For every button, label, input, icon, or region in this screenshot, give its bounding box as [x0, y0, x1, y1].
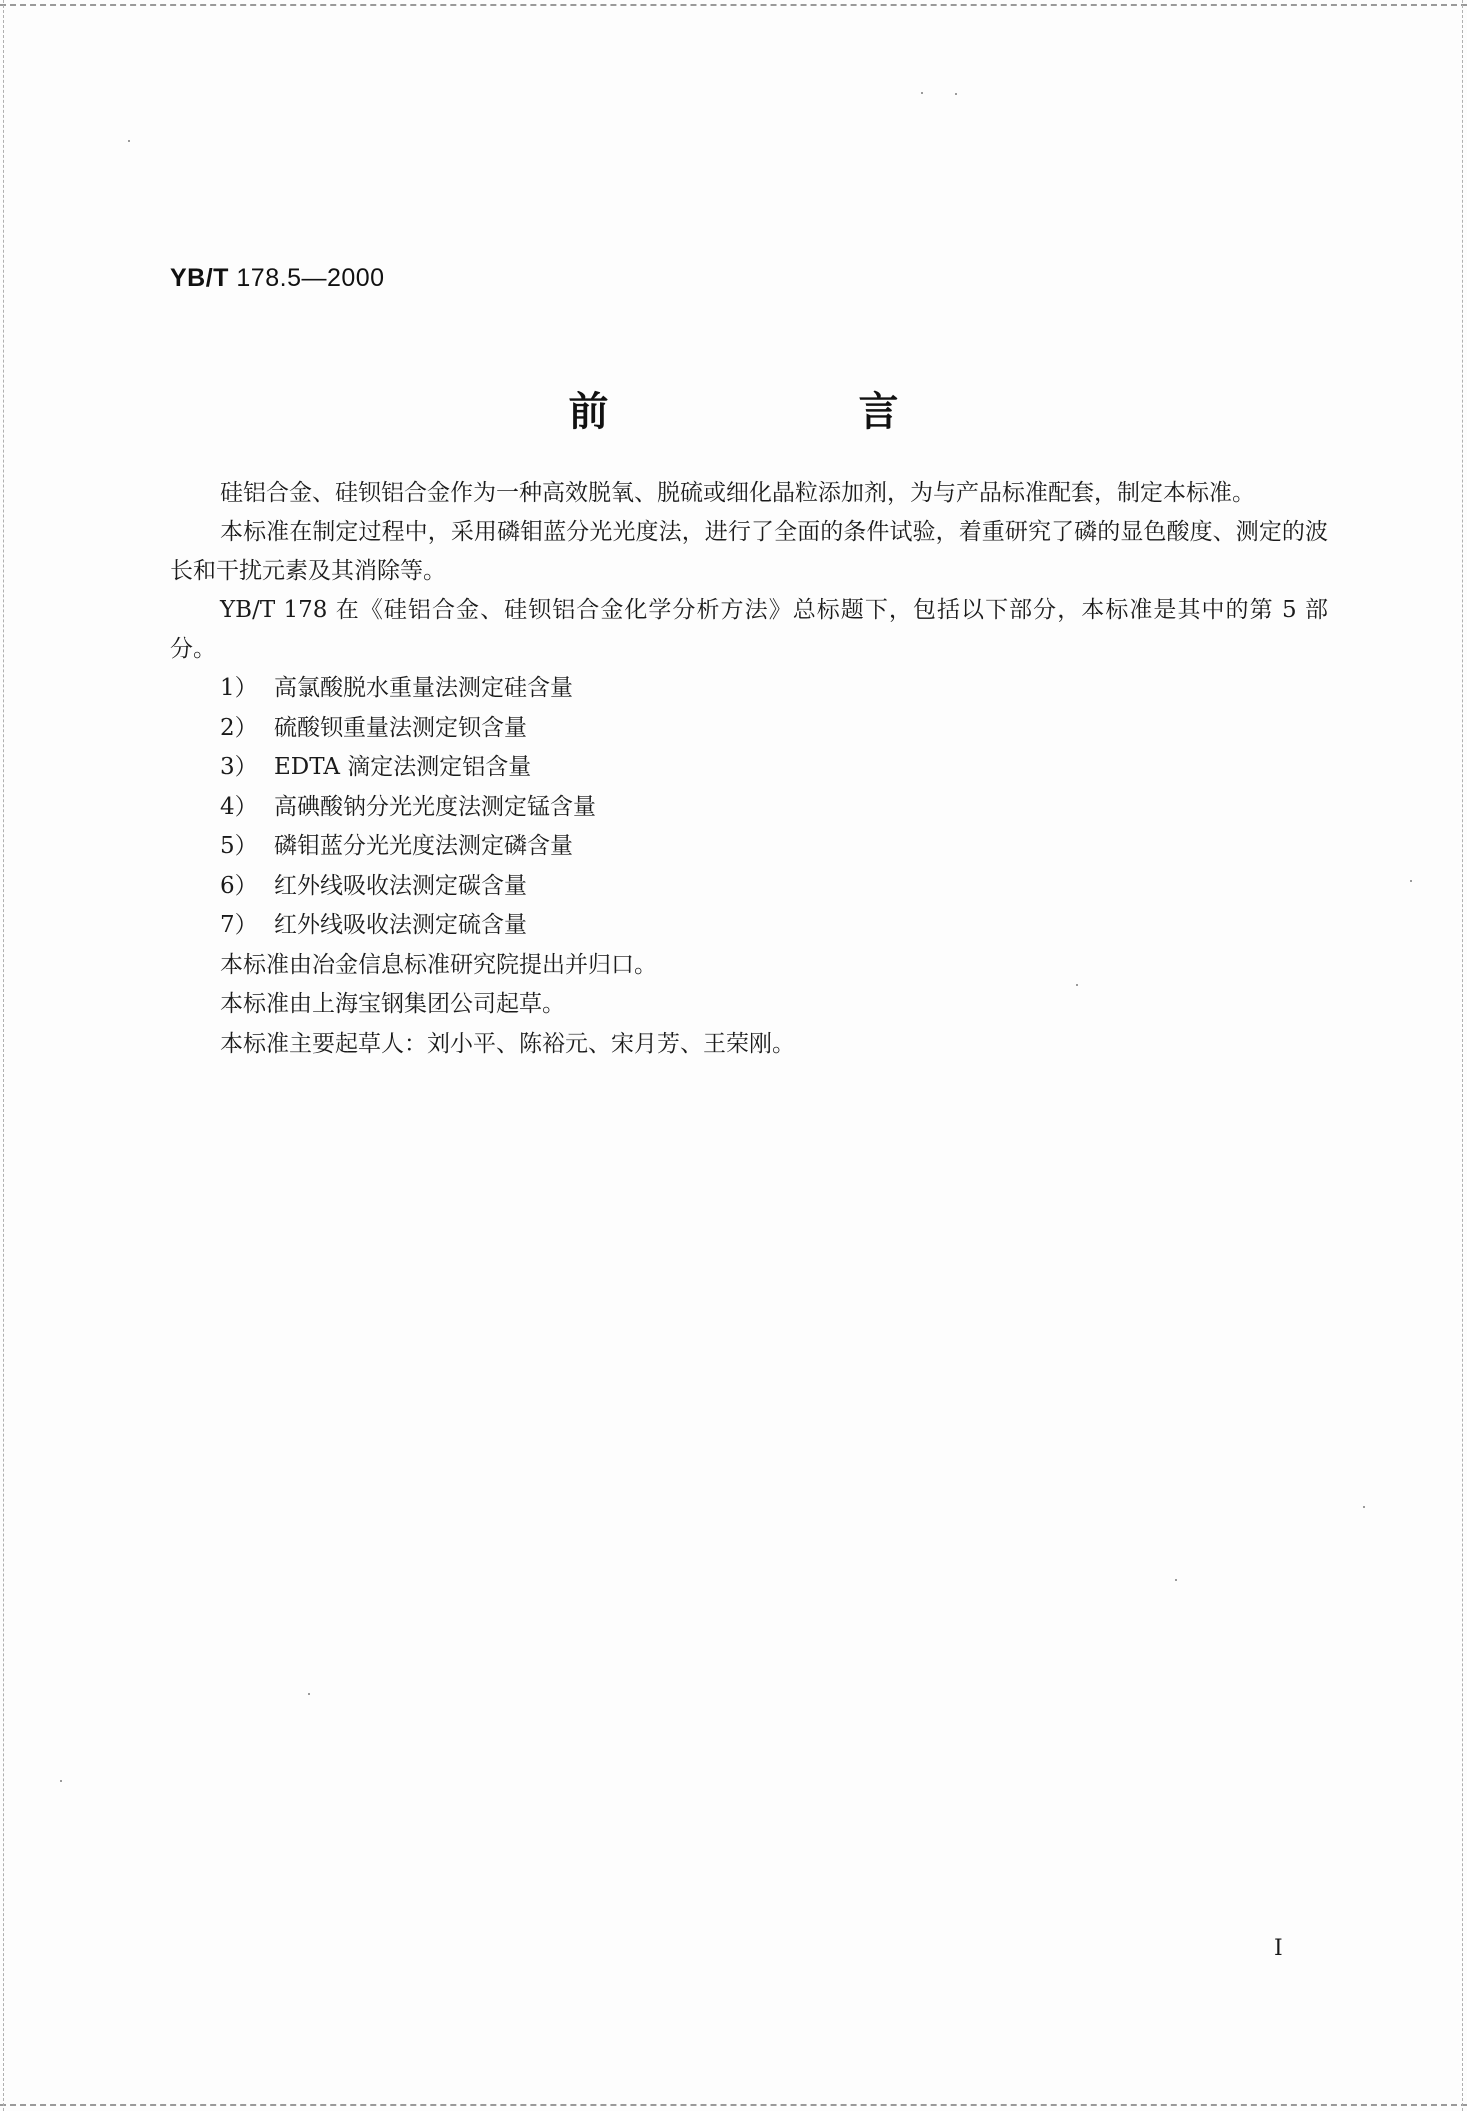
list-item-number: 6） — [220, 872, 258, 899]
scan-speck — [1175, 1579, 1177, 1581]
list-item-number: 4） — [220, 793, 258, 820]
list-item-text: 磷钼蓝分光光度法测定磷含量 — [274, 833, 573, 860]
page-title: 前 言 — [568, 388, 1017, 435]
closing-statement: 本标准由冶金信息标准研究院提出并归口。 — [220, 951, 657, 978]
paragraph: YB/T 178 在《硅铝合金、硅钡铝合金化学分析方法》总标题下，包括以下部分，本标准是其中的第 5 部分。 — [170, 597, 1328, 662]
list-item — [170, 827, 1328, 867]
list-item — [170, 788, 1328, 828]
scan-speck — [1363, 1506, 1365, 1508]
scan-border-left — [3, 0, 4, 2111]
list-item-number: 1） — [220, 675, 258, 702]
list-item — [170, 906, 1328, 946]
standard-code-prefix: YB/T — [170, 264, 229, 292]
scan-speck — [60, 1780, 62, 1782]
scan-speck — [921, 92, 923, 94]
list-item-text: 高碘酸钠分光光度法测定锰含量 — [274, 793, 596, 820]
list-item-number: 5） — [220, 833, 258, 860]
closing-statement: 本标准主要起草人：刘小平、陈裕元、宋月芳、王荣刚。 — [220, 1030, 795, 1057]
scan-speck — [955, 93, 957, 95]
list-item-text: EDTA 滴定法测定铝含量 — [274, 754, 532, 781]
list-item-text: 硫酸钡重量法测定钡含量 — [274, 714, 527, 741]
list-item-number: 7） — [220, 912, 258, 939]
list-item-text: 红外线吸收法测定碳含量 — [274, 872, 527, 899]
scan-speck — [308, 1693, 310, 1695]
page-number: I — [1274, 1936, 1283, 1961]
scan-border-bottom — [0, 2104, 1467, 2106]
list-item — [170, 669, 1328, 709]
parts-list — [170, 669, 1328, 946]
scan-border-top — [0, 4, 1467, 6]
paragraph: 本标准在制定过程中，采用磷钼蓝分光光度法，进行了全面的条件试验，着重研究了磷的显色酸度、测定的波长和干扰元素及其消除等。 — [170, 519, 1328, 584]
list-item — [170, 709, 1328, 749]
list-item-number: 2） — [220, 714, 258, 741]
closing-statement: 本标准由上海宝钢集团公司起草。 — [220, 991, 565, 1017]
list-item-text: 高氯酸脱水重量法测定硅含量 — [274, 675, 573, 702]
scan-border-right — [1462, 0, 1463, 2111]
document-body — [170, 474, 1328, 1064]
paragraph: 硅铝合金、硅钡铝合金作为一种高效脱氧、脱硫或细化晶粒添加剂，为与产品标准配套，制定本标准。 — [220, 480, 1255, 506]
standard-code-number: 178.5—2000 — [236, 264, 385, 292]
list-item — [170, 867, 1328, 907]
standard-code — [170, 264, 385, 293]
list-item-text: 红外线吸收法测定硫含量 — [274, 912, 527, 939]
scan-speck — [128, 140, 130, 142]
list-item-number: 3） — [220, 754, 258, 781]
list-item — [170, 748, 1328, 788]
scan-speck — [1410, 880, 1412, 882]
